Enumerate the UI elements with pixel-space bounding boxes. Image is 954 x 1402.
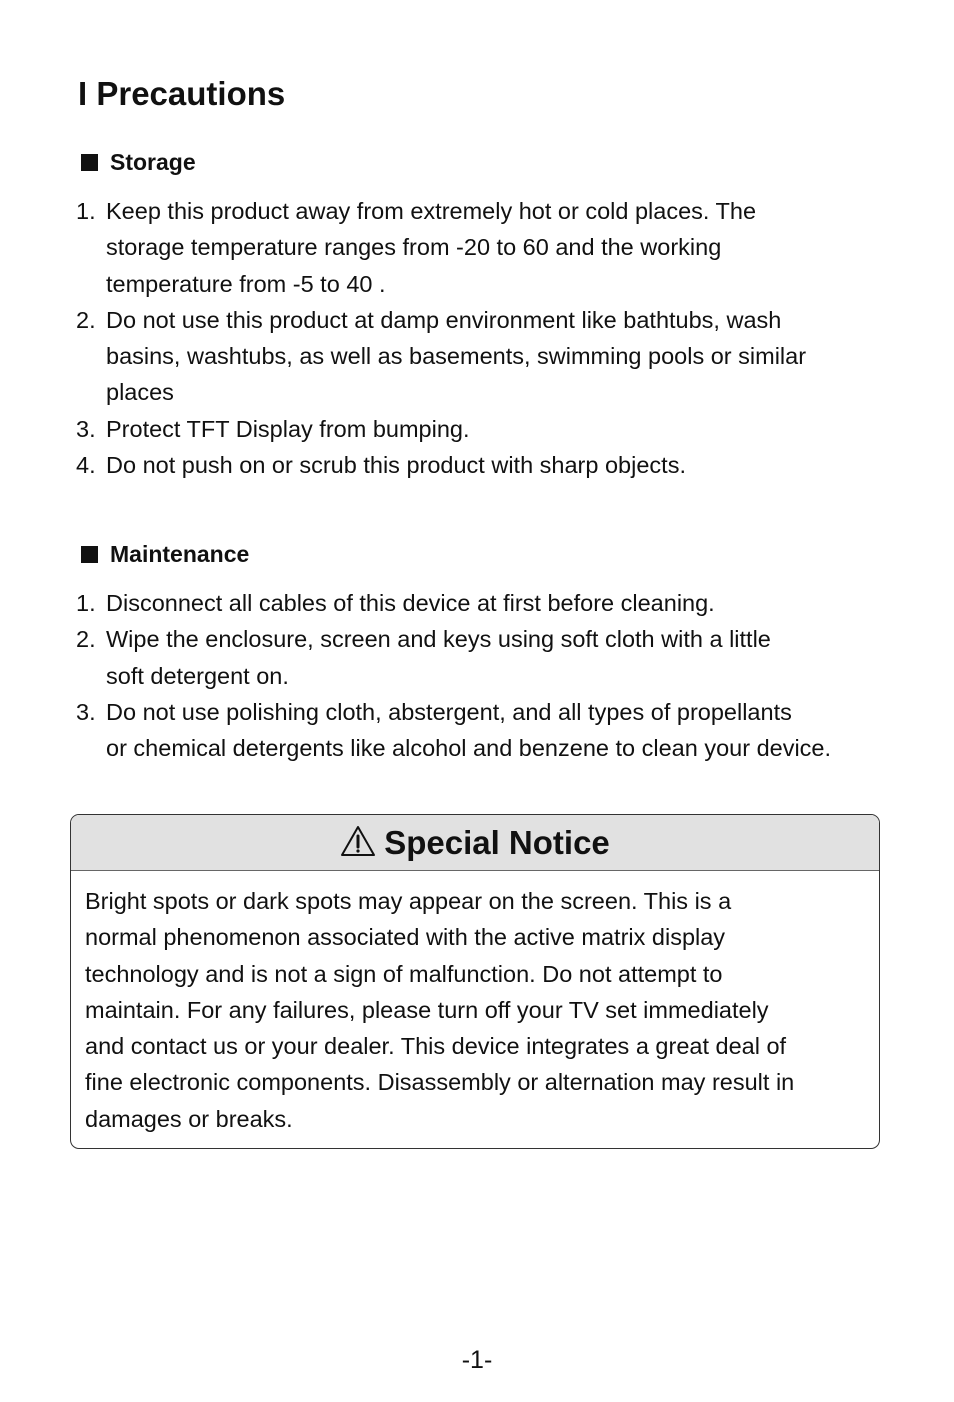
notice-text-line: fine electronic components. Disassembly or alternation may result in [85, 1069, 795, 1096]
special-notice-body [71, 871, 879, 1137]
storage-heading-label: Storage [110, 149, 196, 175]
notice-text-line: and contact us or your dealer. This device integrates a great deal of [85, 1033, 787, 1060]
storage-list [76, 193, 806, 483]
list-item-number: 2. [76, 626, 96, 653]
list-item-number: 3. [76, 698, 96, 725]
notice-text-line: damages or breaks. [85, 1105, 293, 1132]
list-item-text: temperature from -5 to 40 . [106, 270, 386, 297]
notice-text-line: technology and is not a sign of malfunction. Do not attempt to [85, 960, 723, 987]
list-item [76, 621, 831, 694]
list-item [76, 193, 806, 302]
warning-triangle-icon [340, 825, 376, 857]
black-square-icon [81, 546, 98, 563]
storage-heading [81, 148, 196, 176]
list-item-text: Disconnect all cables of this device at first before cleaning. [106, 590, 715, 616]
list-item [76, 411, 806, 447]
list-item-text: places [106, 379, 174, 406]
page-number: -1- [461, 1346, 493, 1374]
special-notice-title: Special Notice [384, 823, 610, 861]
special-notice-header [71, 815, 879, 871]
list-item-text: Do not use polishing cloth, abstergent, and all types of propellants [106, 698, 792, 725]
list-item-text: Wipe the enclosure, screen and keys using soft cloth with a little [106, 626, 771, 653]
list-item-number: 1. [76, 590, 96, 616]
list-item [76, 302, 806, 411]
list-item-number: 1. [76, 198, 96, 224]
notice-text-line: maintain. For any failures, please turn off your TV set immediately [85, 996, 769, 1023]
list-item [76, 694, 831, 767]
list-item-text: Do not push on or scrub this product with sharp objects. [106, 452, 686, 479]
list-item [76, 585, 831, 621]
list-item-text: basins, washtubs, as well as basements, swimming pools or similar [106, 343, 807, 370]
list-item-text: Keep this product away from extremely hot or cold places. The [106, 198, 757, 224]
notice-text-line: normal phenomenon associated with the active matrix display [85, 924, 726, 951]
list-item-number: 3. [76, 415, 96, 442]
list-item-text: soft detergent on. [106, 662, 289, 689]
list-item-text: storage temperature ranges from -20 to 60 and the working [106, 234, 722, 261]
list-item-number: 2. [76, 306, 96, 333]
maintenance-heading-label: Maintenance [110, 541, 250, 567]
notice-text-line: Bright spots or dark spots may appear on the screen. This is a [85, 888, 732, 914]
list-item-text: or chemical detergents like alcohol and benzene to clean your device. [106, 735, 832, 762]
list-item-text: Protect TFT Display from bumping. [106, 415, 470, 442]
list-item [76, 447, 806, 483]
page-title: I Precautions [78, 75, 286, 112]
black-square-icon [81, 154, 98, 171]
maintenance-list [76, 585, 831, 766]
list-item-text: Do not use this product at damp environment like bathtubs, wash [106, 306, 782, 333]
maintenance-heading [81, 540, 249, 568]
list-item-number: 4. [76, 452, 96, 479]
special-notice-box [70, 814, 880, 1149]
